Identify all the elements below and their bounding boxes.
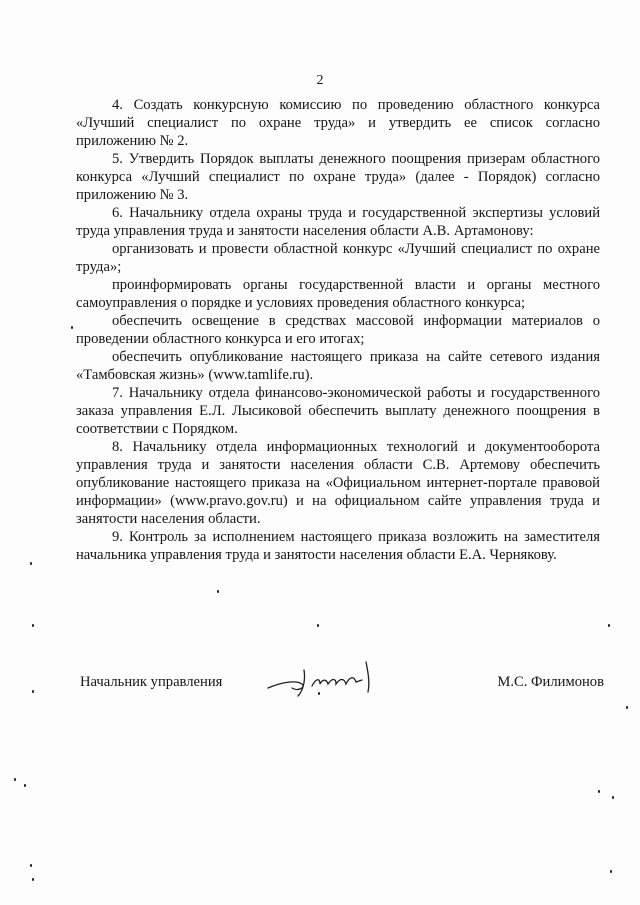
scan-speck: [32, 878, 34, 881]
scan-speck: [217, 590, 219, 593]
signer-title: Начальник управления: [80, 674, 223, 690]
subparagraph-publish-order: обеспечить опубликование настоящего приказа на сайте сетевого издания «Тамбовская жизнь» (www.tamlife.ru).: [76, 349, 600, 383]
scan-speck: [598, 790, 600, 793]
paragraph-item-9: 9. Контроль за исполнением настоящего приказа возложить на заместителя начальника управления труда и занятости населения области Е.А. Чернякову.: [76, 529, 600, 563]
scan-speck: [24, 784, 26, 787]
scan-speck: [626, 706, 628, 709]
scan-speck: [318, 692, 320, 695]
paragraph-item-4: 4. Создать конкурсную комиссию по проведению областного конкурса «Лучший специалист по охране труда» и утвердить ее список согласно приложению № 2.: [76, 97, 600, 149]
paragraph-item-7: 7. Начальнику отдела финансово-экономической работы и государственного заказа управления Е.Л. Лысиковой обеспечить выплату денежного поощрения в соответствии с Порядком.: [76, 385, 600, 437]
scan-speck: [612, 796, 614, 799]
scan-speck: [317, 624, 319, 627]
scan-speck: [71, 326, 73, 329]
scan-speck: [608, 624, 610, 627]
subparagraph-inform-authorities: проинформировать органы государственной власти и органы местного самоуправления о порядке и условиях проведения областного конкурса;: [76, 277, 600, 311]
signer-name: М.С. Филимонов: [497, 674, 604, 690]
subparagraph-media-coverage: обеспечить освещение в средствах массовой информации материалов о проведении областного конкурса и его итогах;: [76, 313, 600, 347]
paragraph-item-5: 5. Утвердить Порядок выплаты денежного поощрения призерам областного конкурса «Лучший специалист по охране труда» (далее - Порядок) согласно приложению № 3.: [76, 151, 600, 203]
paragraph-item-8: 8. Начальнику отдела информационных технологий и документооборота управления труда и занятости населения области С.В. Артемову обеспечить опубликование настоящего приказа на «Официальном интернет-портале правовой информации» (www.pravo.gov.ru) и на официальном сайте управления труда и занятости населения области.: [76, 439, 600, 527]
scan-speck: [610, 870, 612, 873]
scan-speck: [30, 562, 32, 565]
paragraph-item-6: 6. Начальнику отдела охраны труда и государственной экспертизы условий труда управления труда и занятости населения области А.В. Артамонову:: [76, 205, 600, 239]
subparagraph-organize-contest: организовать и провести областной конкурс «Лучший специалист по охране труда»;: [76, 241, 600, 275]
page-number: 2: [316, 73, 324, 88]
handwritten-signature: [262, 648, 394, 704]
scan-speck: [32, 624, 34, 627]
scan-speck: [14, 778, 16, 781]
scan-speck: [30, 864, 32, 867]
document-body: [76, 96, 600, 564]
scan-speck: [32, 690, 34, 693]
